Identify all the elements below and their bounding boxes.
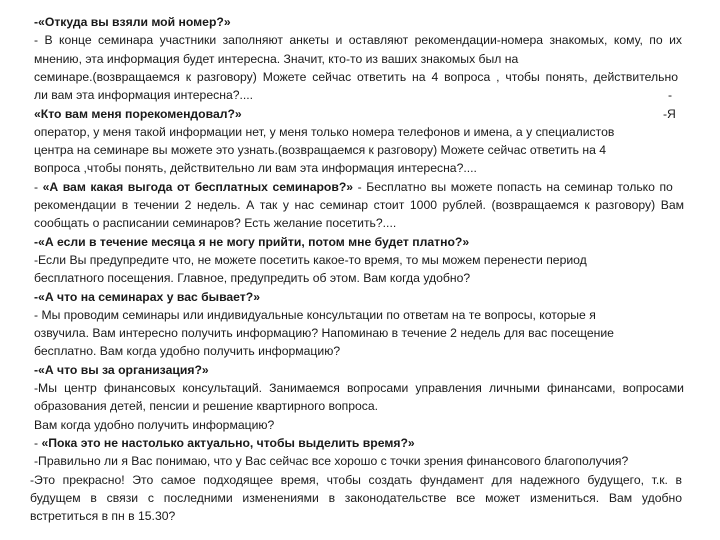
text-line [34, 50, 518, 68]
bold-phrase: -«А что на семинарах у вас бывает?» [34, 289, 260, 304]
text-line [34, 31, 682, 49]
text-line [34, 159, 477, 177]
text-line [34, 342, 340, 360]
text-line [34, 361, 209, 379]
text-run: будущем в связи с последними изменениями в законодательстве все может измениться. Вам удобно [30, 490, 682, 505]
text-run: образования детей, пенсии и решение квартирного вопроса. [34, 399, 379, 414]
text-line [34, 141, 606, 159]
bold-phrase: -«А что вы за организация?» [34, 362, 209, 377]
text-line [34, 214, 396, 232]
text-run: центра на семинаре вы можете это узнать.(возвращаемся к разговору) Можете сейчас ответить на 4 [34, 143, 607, 158]
text-run: -Это прекрасно! Это самое подходящее время, чтобы создать фундамент для надежного будущего, т.к. в [30, 472, 682, 487]
text-run: - Мы проводим семинары или индивидуальные консультации по ответам на те вопросы, которые я [34, 307, 596, 322]
text-line [30, 471, 682, 489]
text-line [34, 178, 673, 196]
text-line [34, 123, 614, 141]
text-line [34, 416, 274, 434]
text-run: озвучила. Вам интересно получить информацию? Напоминаю в течение 2 недель для вас посещение [34, 326, 614, 341]
text-line [34, 288, 260, 306]
text-run: -Мы центр финансовых консультаций. Занимаемся вопросами управления личными финансами, вопросами [34, 381, 684, 395]
text-run: оператор, у меня такой информации нет, у меня только номера телефонов и имена, а у специалистов [34, 124, 615, 139]
text-line [34, 13, 231, 31]
text-run: бесплатно. Вам когда удобно получить информацию? [34, 344, 341, 359]
text-run: рекомендации в течении 2 недель. А так у нас семинар стоит 1000 рублей. (возвращаемся к разговору) Вам [34, 198, 684, 212]
text-run: встретиться в пн в 15.30? [30, 509, 176, 524]
text-line [30, 489, 682, 507]
bold-phrase: -«Откуда вы взяли мой номер?» [34, 15, 231, 29]
text-line [34, 196, 684, 214]
text-run: сообщать о расписании семинаров? Есть желание посетить?.... [34, 216, 397, 231]
line-end-fragment: - [668, 88, 673, 103]
text-run: - В конце семинара участники заполняют анкеты и оставляют рекомендации-номера знакомых, кому, по их [34, 33, 682, 48]
text-run: -Если Вы предупредите что, не можете посетить какое-то время, то мы можем перенести период [34, 252, 587, 267]
text-line [34, 434, 415, 452]
text-line [34, 397, 378, 415]
text-line [34, 86, 253, 104]
text-run: мнению, эта информация будет интересна. Значит, кто-то из ваших знакомых был на [34, 51, 519, 66]
text-run: бесплатного посещения. Главное, предупредить об этом. Вам когда удобно? [34, 271, 471, 286]
text-run: ли вам эта информация интересна?.... [34, 88, 254, 103]
bold-phrase: «Пока это не настолько актуально, чтобы выделить время?» [41, 435, 415, 450]
text-line [34, 233, 469, 251]
text-line [34, 306, 596, 324]
text-line [34, 105, 242, 123]
text-line [30, 507, 175, 525]
text-line [34, 251, 587, 269]
bold-phrase: «А вам какая выгода от бесплатных семинаров?» [42, 179, 354, 194]
text-line [34, 269, 470, 287]
text-run: семинаре.(возвращаемся к разговору) Можете сейчас ответить на 4 вопроса , чтобы понять, действительно [34, 69, 678, 84]
text-run: вопроса ,чтобы понять, действительно ли вам эта информация интересна?.... [34, 161, 477, 176]
line-end-fragment: -Я [663, 106, 676, 121]
text-line [34, 68, 678, 86]
text-run: -Правильно ли я Вас понимаю, что у Вас сейчас все хорошо с точки зрения финансового благополучия? [34, 454, 629, 469]
bold-phrase: «Кто вам меня порекомендовал?» [34, 106, 242, 121]
text-run: - [34, 179, 43, 194]
text-line [34, 324, 614, 342]
text-run: - [34, 435, 42, 450]
text-run: Вам когда удобно получить информацию? [34, 417, 275, 432]
bold-phrase: -«А если в течение месяца я не могу прийти, потом мне будет платно?» [34, 234, 470, 249]
text-run: - Бесплатно вы можете попасть на семинар только по [353, 179, 673, 194]
text-line [34, 379, 684, 397]
text-line [34, 452, 628, 470]
